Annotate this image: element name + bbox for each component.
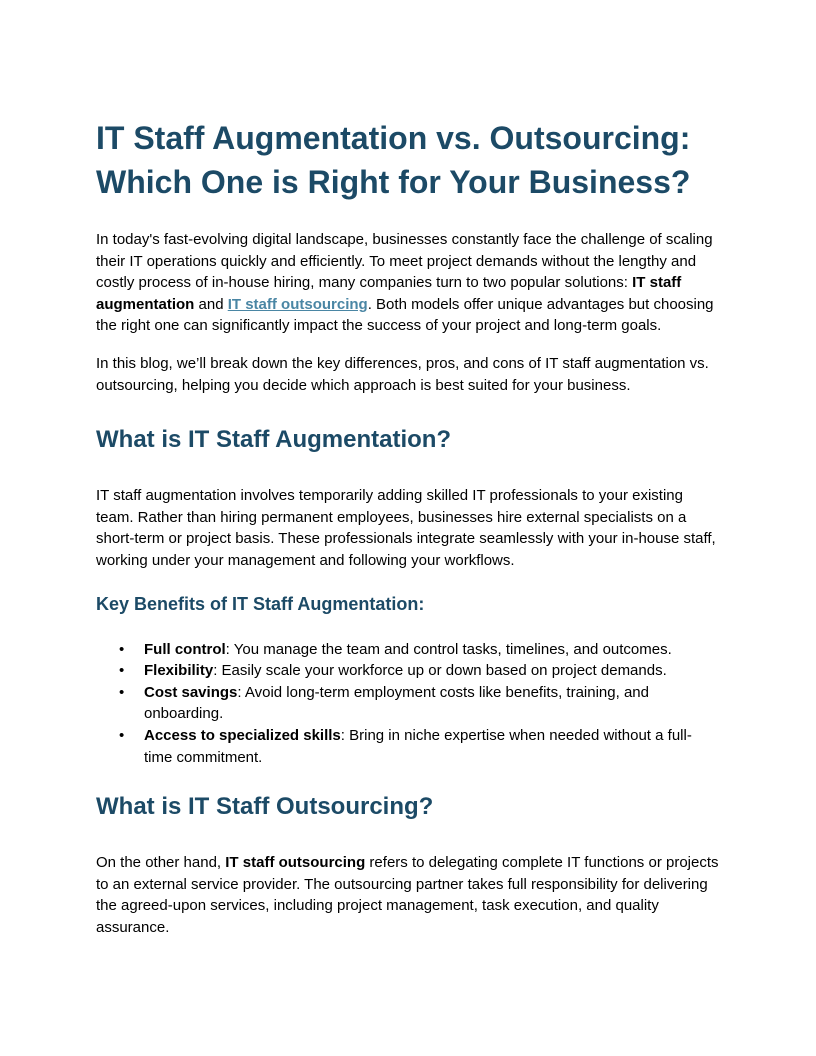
document-page — [96, 116, 720, 938]
it-staff-outsourcing-link[interactable]: IT staff outsourcing — [227, 295, 368, 313]
benefit-term: Cost savings — [144, 683, 238, 701]
outsourcing-paragraph — [96, 852, 720, 938]
intro-bold-augmentation: IT staff augmentation — [96, 274, 682, 313]
list-item — [144, 639, 720, 661]
outsourcing-text-1: On the other hand, — [96, 854, 226, 872]
title-line-1: IT Staff Augmentation vs. Outsourcing: — [96, 120, 691, 156]
benefit-text: : You manage the team and control tasks, timelines, and outcomes. — [225, 640, 672, 658]
list-item — [144, 725, 720, 768]
document-title — [96, 116, 720, 204]
augmentation-paragraph: IT staff augmentation involves temporarily adding skilled IT professionals to your existing team. Rather than hiring permanent employees, businesses hire external specialists on a short-term or project basis. These professionals integrate seamlessly with your in-house staff, working under your management and following your workflows. — [96, 487, 716, 569]
list-item — [144, 660, 720, 682]
outsourcing-text-2: refers to delegating complete IT functions or projects to an external service provider. The outsourcing partner takes full responsibility for delivering the agreed-upon services, including project management, task execution, and quality assurance. — [96, 854, 719, 936]
blog-overview-paragraph: In this blog, we’ll break down the key differences, pros, and cons of IT staff augmentation vs. outsourcing, helping you decide which approach is best suited for your business. — [96, 354, 709, 394]
intro-text-and: and — [194, 295, 228, 313]
benefit-text: : Easily scale your workforce up or down based on project demands. — [213, 662, 667, 680]
heading-augmentation: What is IT Staff Augmentation? — [96, 426, 452, 454]
benefit-term: Full control — [144, 640, 226, 658]
benefits-list — [96, 639, 720, 769]
benefit-term: Access to specialized skills — [144, 726, 341, 744]
outsourcing-bold-term: IT staff outsourcing — [225, 854, 366, 872]
list-item — [144, 682, 720, 725]
benefit-term: Flexibility — [144, 662, 214, 680]
title-line-2: Which One is Right for Your Business? — [96, 164, 691, 200]
benefit-text: : Avoid long-term employment costs like benefits, training, and onboarding. — [144, 683, 649, 723]
benefit-text: : Bring in niche expertise when needed without a full-time commitment. — [144, 726, 692, 766]
intro-text-2: . Both models offer unique advantages but choosing the right one can significantly impact the success of your project and long-term goals. — [96, 295, 714, 335]
heading-benefits: Key Benefits of IT Staff Augmentation: — [96, 593, 425, 614]
heading-outsourcing: What is IT Staff Outsourcing? — [96, 793, 434, 821]
intro-paragraph — [96, 229, 720, 337]
intro-text-1: In today's fast-evolving digital landscape, businesses constantly face the challenge of scaling their IT operations quickly and efficiently. To meet project demands without the lengthy and costly process of in-house hiring, many companies turn to two popular solutions: — [96, 231, 713, 292]
